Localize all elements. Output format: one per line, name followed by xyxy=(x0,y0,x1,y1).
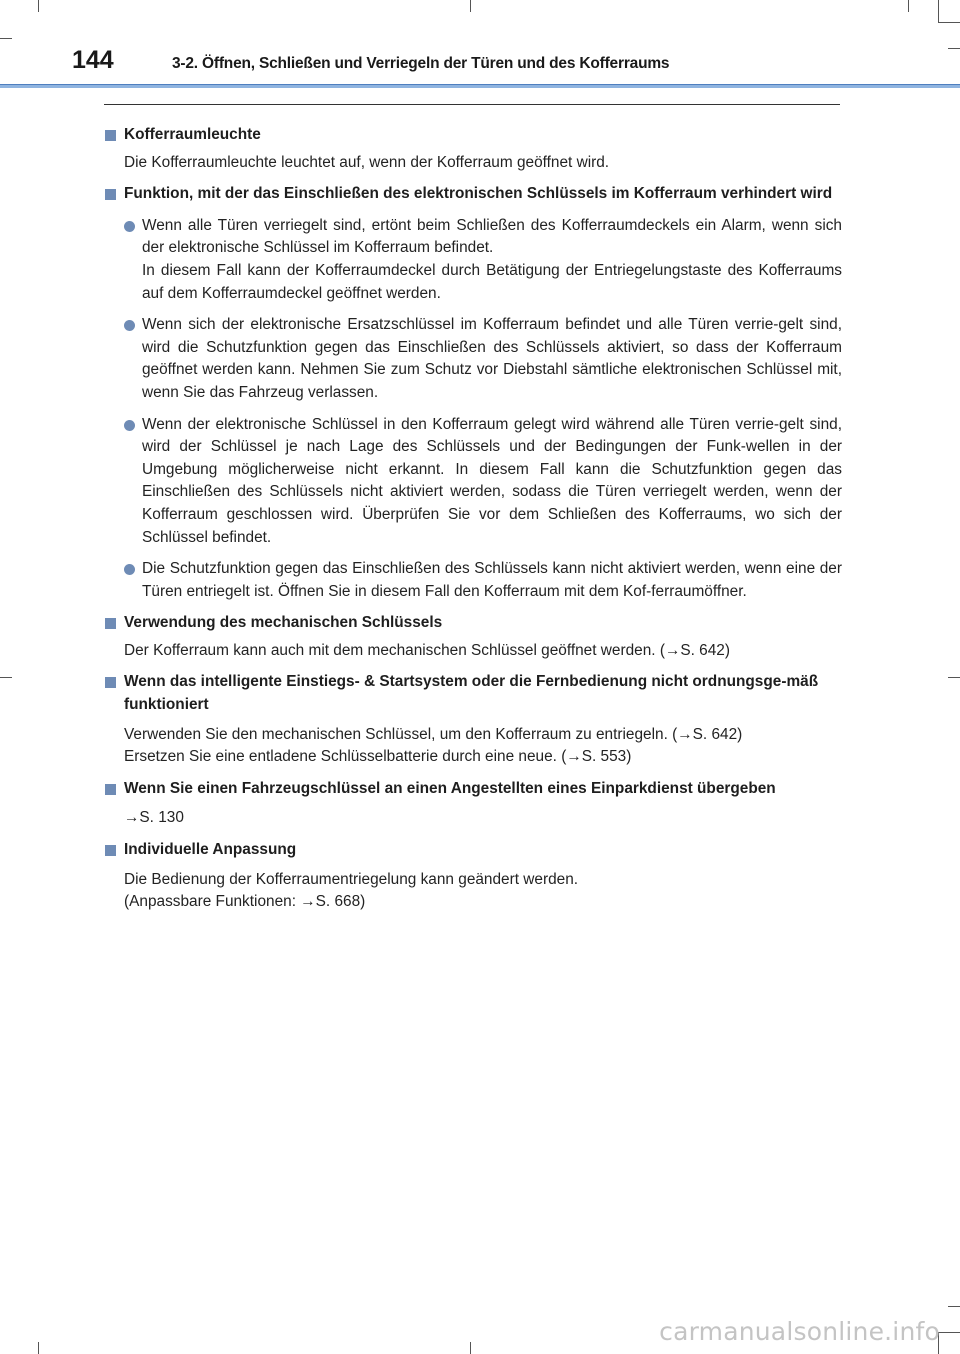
crop-mark xyxy=(0,677,12,678)
square-bullet-icon xyxy=(105,677,116,688)
bullet-text: Wenn der elektronische Schlüssel in den Kofferraum gelegt wird während alle Türen verrie-gelt sind, wird der Schlüssel je nach Lage des Schlüssels und der Bedingungen der Funk-wellen in der Umgebung möglicherweise nicht erkannt. In diesem Fall kann die Schutzfunktion gegen das Einschließen des Schlüssels nicht aktiviert werden, sodass die Türen verriegelt werden, wenn der Kofferraum geschlossen wird. Überprüfen Sie vor dem Schließen des Kofferraums, wo sich der Schlüssel befindet. xyxy=(142,415,842,546)
round-bullet-icon xyxy=(124,320,135,331)
bullet-text: Die Schutzfunktion gegen das Einschließen des Schlüssels kann nicht aktiviert werden, wenn eine der Türen entriegelt ist. Öffnen Sie in diesem Fall den Kofferraum mit dem Kof-ferraumöffner. xyxy=(142,560,842,600)
section-text: Die Kofferraumleuchte leuchtet auf, wenn der Kofferraum geöffnet wird. xyxy=(124,153,610,171)
section-text: Die Bedienung der Kofferraumentriegelung kann geändert werden. xyxy=(124,870,579,888)
page-content xyxy=(104,118,842,914)
chapter-title: 3-2. Öffnen, Schließen und Verriegeln der Türen und des Kofferraums xyxy=(172,55,670,72)
square-bullet-icon xyxy=(105,189,116,200)
section-heading xyxy=(104,839,842,862)
crop-mark xyxy=(470,1342,471,1354)
section-heading-text: Wenn das intelligente Einstiegs- & Startsystem oder die Fernbedienung nicht ordnungsge-mäß funktioniert xyxy=(124,673,819,714)
list-item xyxy=(104,314,842,404)
bullet-text: Wenn sich der elektronische Ersatzschlüssel im Kofferraum befindet und alle Türen verrie-gelt sind, wird die Schutzfunktion gegen das Einschließen des Schlüssels aktiviert, so dass der Kofferraum geöffnet werden kann. Nehmen Sie zum Schutz vor Diebstahl sämtliche elektronischen Schlüssel mit, wenn Sie das Fahrzeug verlassen. xyxy=(142,316,842,401)
section-heading-text: Kofferraumleuchte xyxy=(124,126,261,143)
crop-mark xyxy=(908,0,909,12)
section-heading xyxy=(104,671,842,716)
list-item xyxy=(104,414,842,550)
square-bullet-icon xyxy=(105,130,116,141)
section-heading xyxy=(104,183,842,206)
section-rule xyxy=(104,104,840,105)
section-heading xyxy=(104,612,842,635)
list-item xyxy=(104,558,842,603)
crop-mark xyxy=(948,1306,960,1307)
section-heading-text: Verwendung des mechanischen Schlüssels xyxy=(124,614,443,632)
section-text: Verwenden Sie den mechanischen Schlüssel, um den Kofferraum zu entriegeln. (→S. 642) xyxy=(124,725,743,743)
section-text: Ersetzen Sie eine entladene Schlüsselbatterie durch eine neue. (→S. 553) xyxy=(124,748,632,766)
watermark: carmanualsonline.info xyxy=(659,1317,940,1346)
crop-mark xyxy=(38,0,39,12)
page-number: 144 xyxy=(72,46,114,74)
crop-mark xyxy=(938,22,960,23)
crop-mark xyxy=(948,677,960,678)
bullet-text: Wenn alle Türen verriegelt sind, ertönt beim Schließen des Kofferraumdeckels ein Alarm, wenn sich der elektronische Schlüssel im Kofferraum befindet. xyxy=(142,216,842,257)
crop-mark xyxy=(0,38,12,39)
section-text: Der Kofferraum kann auch mit dem mechanischen Schlüssel geöffnet werden. (→S. 642) xyxy=(124,641,730,659)
list-item xyxy=(104,215,842,305)
crop-mark xyxy=(38,1342,39,1354)
section-heading-text: Individuelle Anpassung xyxy=(124,841,297,859)
square-bullet-icon xyxy=(105,845,116,856)
section-heading-text: Wenn Sie einen Fahrzeugschlüssel an einen Angestellten eines Einparkdienst übergeben xyxy=(124,779,776,797)
crop-mark xyxy=(938,0,939,22)
crop-mark xyxy=(938,1332,960,1333)
round-bullet-icon xyxy=(124,420,135,431)
round-bullet-icon xyxy=(124,564,135,575)
section-heading xyxy=(104,124,842,147)
section-text: (Anpassbare Funktionen: →S. 668) xyxy=(124,893,366,911)
square-bullet-icon xyxy=(105,784,116,795)
round-bullet-icon xyxy=(124,221,135,232)
header-rule-line xyxy=(0,84,960,85)
page-reference[interactable]: →S. 130 xyxy=(124,809,184,827)
crop-mark xyxy=(948,48,960,49)
section-heading-text: Funktion, mit der das Einschließen des elektronischen Schlüssels im Kofferraum verhindert wird xyxy=(124,185,833,203)
section-heading xyxy=(104,778,842,801)
crop-mark xyxy=(470,0,471,12)
square-bullet-icon xyxy=(105,618,116,629)
bullet-continuation-text: In diesem Fall kann der Kofferraumdeckel durch Betätigung der Entriegelungstaste des Kofferraums auf dem Kofferraumdeckel geöffnet werden. xyxy=(142,261,842,302)
